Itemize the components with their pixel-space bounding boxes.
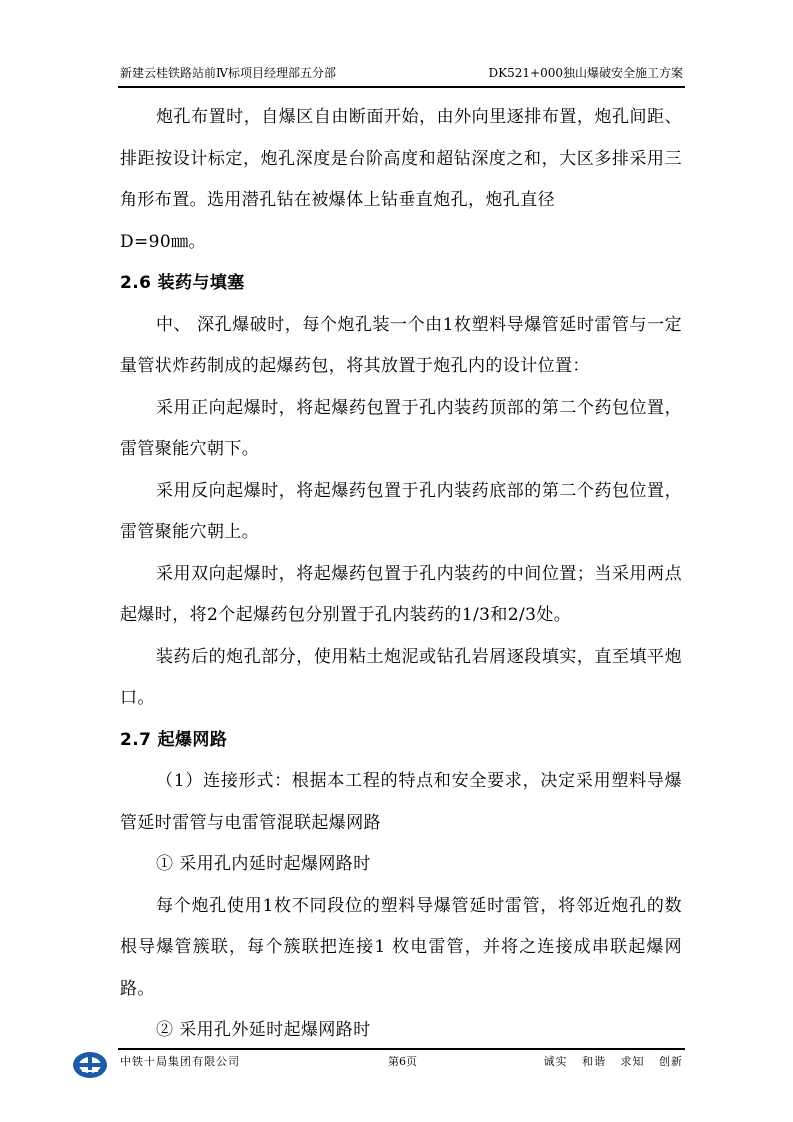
section-heading-2-6: 2.6 装药与填塞 [120, 273, 245, 293]
paragraph-reverse-initiation: 采用反向起爆时，将起爆药包置于孔内装药底部的第二个药包位置，雷管聚能穴朝上。 [120, 480, 682, 542]
page-header [118, 62, 685, 84]
paragraph-in-hole-delay-detail: 每个炮孔使用1枚不同段位的塑料导爆管延时雷管，将邻近炮孔的数根导爆管簇联，每个簇联把连接1 枚电雷管，并将之连接成串联起爆网路。 [120, 895, 682, 999]
paragraph-forward-initiation: 采用正向起爆时，将起爆药包置于孔内装药顶部的第二个药包位置，雷管聚能穴朝下。 [120, 397, 682, 459]
paragraph-stemming: 装药后的炮孔部分，使用粘土炮泥或钻孔岩屑逐段填实，直至填平炮口。 [120, 646, 682, 708]
paragraph-hole-diameter: D=90㎜。 [120, 231, 206, 252]
footer-motto: 诚实 和谐 求知 创新 [543, 1055, 683, 1068]
section-heading-2-7: 2.7 起爆网路 [120, 729, 228, 750]
header-divider [118, 86, 685, 88]
footer-company-name: 中铁十局集团有限公司 [120, 1055, 240, 1068]
document-body [120, 97, 682, 1052]
company-logo-icon [72, 1050, 108, 1080]
paragraph-connection-form: （1）连接形式：根据本工程的特点和安全要求，决定采用塑料导爆管延时雷管与电雷管混联起爆网路 [120, 771, 682, 833]
paragraph-charging: 中、 深孔爆破时，每个炮孔装一个由1枚塑料导爆管延时雷管与一定量管状炸药制成的起爆药包，将其放置于炮孔内的设计位置： [120, 314, 682, 376]
paragraph-hole-layout: 炮孔布置时，自爆区自由断面开始，由外向里逐排布置，炮孔间距、排距按设计标定，炮孔深度是台阶高度和超钻深度之和，大区多排采用三角形布置。选用潜孔钻在被爆体上钻垂直炮孔，炮孔直径 [120, 107, 682, 210]
header-project-name: 新建云桂铁路站前Ⅳ标项目经理部五分部 [120, 66, 336, 80]
footer-divider [118, 1048, 685, 1050]
list-item-in-hole-delay: ① 采用孔内延时起爆网路时 [156, 854, 371, 874]
page-footer [118, 1052, 685, 1072]
list-item-out-hole-delay: ② 采用孔外延时起爆网路时 [156, 1020, 371, 1040]
paragraph-bidirectional-initiation: 采用双向起爆时，将起爆药包置于孔内装药的中间位置；当采用两点起爆时，将2个起爆药包分别置于孔内装药的1/3和2/3处。 [120, 563, 682, 625]
footer-page-number: 第6页 [388, 1055, 417, 1068]
header-document-title: DK521+000独山爆破安全施工方案 [488, 66, 683, 80]
